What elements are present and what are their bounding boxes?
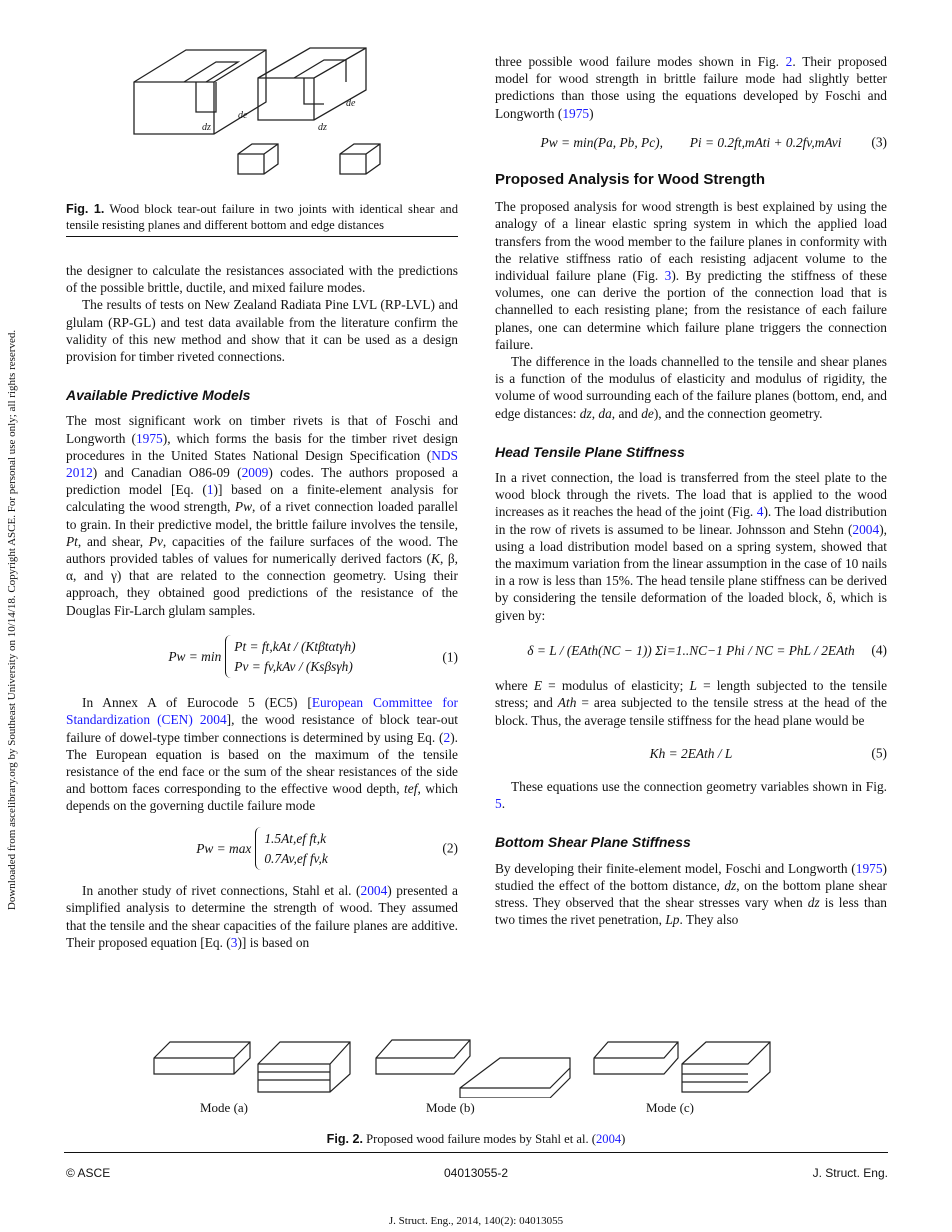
text-run: ) [589,105,594,121]
svg-text:de: de [346,98,356,109]
text-run: ). The European equation is based on the maximum of the tensile resistance of the end face or the sum of the shear resistances of the side and bottom faces corresponding to the effective wood depth, [66,729,458,797]
text-run: , and shear, [77,533,149,549]
text-run: By developing their finite-element model, Foschi and Longworth ( [495,860,856,876]
math-variable: dz [724,877,737,893]
text-run: ) presented a simplified analysis to determine the strength of wood. They assumed that the tensile and the shear capacities of the failure planes are additive. Their proposed equation [Eq. ( [66,883,458,950]
text-run: The difference in the loads channelled to the tensile and shear planes is a function of the modulus of elasticity and modulus of rigidity, the volume of wood surrounding each of the failure planes (bottom, end, and edge distances: [495,354,887,421]
math-variable: de [641,405,654,421]
copyright: © ASCE [66,1166,111,1180]
text-run: )] is based on [237,934,310,950]
mode-label: Mode (b) [426,1100,475,1115]
text-run: . They also [679,912,739,928]
equation-2 [66,827,458,870]
equation-number: (1) [442,648,458,664]
math-variable: Ath [557,695,577,711]
paragraph [495,778,887,812]
equation-number: (2) [442,840,458,856]
text-run: is less than two times the rivet penetration, [495,894,887,928]
text-run: )] based on a finite-element analysis for calculating the wood strength, [66,482,458,515]
text-run: = area subjected to the tensile stress at the head of the block. Thus, the average tensile stiffness for the head plane would be [495,695,887,728]
math-variable: Pv [148,533,163,549]
caption-text: ) [621,1132,626,1146]
citation-link[interactable]: 5 [495,796,502,812]
text-run: , [591,405,599,421]
citation-link[interactable]: 2004 [595,1132,622,1146]
text-run: ], the wood resistance of block tear-out failure of dowel-type timber connections is determined by using Eq. ( [66,712,458,745]
citation-link[interactable]: 2004 [360,883,388,899]
text-run: , on the bottom plane shear stress. They observed that the shear stresses vary when [495,877,887,910]
equation-3 [495,134,887,151]
svg-text:dz: dz [202,122,211,133]
text-run: ). By predicting the stiffness of these volumes, one can derive the portion of the connection load that is channelled to each resisting plane; from the resistance of each failure planes, one can determine which failure plane triggers the connection failure. [495,268,887,352]
eq-text: Pw = min(Pa, Pb, Pc), Pi = 0.2ft,mAti + 0.2fv,mAvi [540,134,842,150]
math-variable: tef [404,781,418,797]
svg-text:de: de [238,110,248,121]
math-variable: dz [807,894,820,910]
citation-link[interactable]: 1 [206,482,214,498]
caption-text: Proposed wood failure modes by Stahl et al. ( [363,1132,596,1146]
eq-text: δ = L / (EAth(NC − 1)) Σi=1..NC−1 Phi / NC = PhL / 2EAth [527,642,855,658]
section-heading: Head Tensile Plane Stiffness [495,443,685,460]
paragraph [495,198,887,353]
text-run: The results of tests on New Zealand Radiata Pine LVL (RP-LVL) and glulam (RP-GL) and test data available from the literature confirm the validity of this new method and show that it can be used as a design provision for timber riveted connections. [66,297,458,365]
citation-link[interactable]: European Committee for Standardization (CEN) 2004 [66,695,458,728]
equation-number: (3) [871,134,887,150]
paragraph [66,882,458,951]
text-run: These equations use the connection geometry variables shown in Fig. [511,778,887,794]
paragraph [495,860,887,929]
text-run: ), which forms the basis for the timber rivet design procedures in the United States National Design Specification ( [66,430,458,463]
text-run: = length subjected to the tensile stress; and [495,678,888,711]
eq-lhs: Pw = min [168,648,222,664]
eq-text: Kh = 2EAth / L [649,745,733,761]
citation-link[interactable]: 3 [230,934,238,950]
wood-block-diagram [66,42,458,192]
text-run: ), using a load distribution model based on a spring system, showed that the maximum variation from the linear assumption in the case of 10 nails in a row is less than 15%. The head tensile plane stiffness can be derived by considering the tensile deformation of the loaded block, δ, which is given by: [495,521,887,623]
text-run: , which depends on the governing ductile failure mode [66,781,459,814]
section-heading: Proposed Analysis for Wood Strength [495,171,766,189]
mode-label: Mode (c) [646,1100,695,1115]
failure-modes-diagram [150,1028,870,1098]
citation-link[interactable]: 1975 [855,860,883,876]
text-run: ). The load distribution in the row of rivets is assumed to be linear. Johnsson and Stehn ( [495,504,888,537]
math-variable: da [598,405,612,421]
right-column [495,53,887,928]
text-run: ), and the connection geometry. [653,405,823,421]
citation-link[interactable]: 3 [664,268,672,284]
paragraph [66,412,458,618]
citation-link[interactable]: 2 [443,729,451,745]
text-run: the designer to calculate the resistances associated with the predictions of the possible brittle, ductile, and mixed failure modes. [66,263,458,296]
section-heading: Available Predictive Models [66,387,251,404]
text-run: = modulus of elasticity; [542,678,690,694]
citation-link[interactable]: 2 [785,54,793,69]
figure-label: Fig. 2. [326,1132,364,1146]
paragraph [66,694,458,814]
citation-link[interactable]: NDS 2012 [66,447,458,481]
text-run: . Their proposed model for wood strength in brittle failure mode had slightly better predictions than those using the equations developed by Foschi and Longworth ( [495,54,888,121]
math-variable: E [533,678,543,694]
section-heading: Bottom Shear Plane Stiffness [495,834,691,851]
text-run: , β, α, and γ) that are related to the connection geometry. Using their approach, they obtained good predictions of the resistance of the Douglas Fir-Larch glulam samples. [66,551,458,618]
eq-lhs: Pw = max [196,840,252,856]
paragraph [495,469,887,624]
text-run: ) codes. The authors proposed a prediction model [Eq. ( [66,465,458,498]
eq-line: 1.5At,ef ft,k [264,830,327,846]
equation-5 [495,745,887,762]
text-run: ) and Canadian O86-09 ( [92,465,242,481]
left-column [66,262,458,951]
text-run: , capacities of the failure surfaces of the wood. The authors provided tables of values for numerically derived factors ( [66,533,458,567]
text-run: three possible wood failure modes shown in Fig. [495,54,786,69]
text-run: In Annex A of Eurocode 5 (EC5) [ [82,695,312,711]
equation-number: (4) [871,642,887,658]
math-variable: Pt [66,533,78,549]
paragraph [495,53,887,122]
text-run: where [495,678,534,694]
figure-label: Fig. 1. [66,202,105,216]
footer-rule [64,1152,888,1153]
text-run: In a rivet connection, the load is transferred from the steel plate to the wood block through the rivets. The load that is applied to the wood increases as it reaches the head of the joint (Fig. [495,470,887,520]
download-notice-text: Downloaded from ascelibrary.org by Southeast University on 10/14/18. Copyright ASCE. For personal use only; all rights reserved. [6,329,18,911]
math-variable: dz [579,405,592,421]
paragraph [495,677,887,729]
citation-link[interactable]: 4 [756,504,764,520]
journal-name: J. Struct. Eng. [812,1166,888,1180]
article-number: 04013055-2 [444,1166,509,1180]
figure-2-caption [0,1131,952,1147]
mode-label: Mode (a) [200,1100,249,1115]
text-run: In another study of rivet connections, Stahl et al. ( [82,883,361,899]
svg-text:dz: dz [318,122,327,133]
figure-1-caption [66,201,458,237]
figure-1 [66,42,458,197]
text-run: . [501,796,506,812]
text-run: The most significant work on timber rivets is that of Foschi and Longworth ( [66,413,458,446]
paragraph [66,262,458,296]
eq-line: Pt = ft,kAt / (Ktβtαtγh) [234,638,356,654]
equation-number: (5) [871,745,887,761]
download-notice [2,329,22,911]
math-variable: Pw [234,499,253,515]
citation-link[interactable]: 1975 [135,430,163,446]
eq-line: 0.7Av,ef fv,k [264,850,328,866]
paragraph [495,353,887,422]
citation-link[interactable]: 1975 [562,105,590,121]
math-variable: Lp [665,912,680,928]
caption-text: Wood block tear-out failure in two joints with identical shear and tensile resisting planes and different bottom and edge distances [66,202,458,232]
citation-line: J. Struct. Eng., 2014, 140(2): 04013055 [388,1215,564,1227]
text-run: , of a rivet connection loaded parallel to grain. In their predictive model, the brittle failure involves the tensile, [66,499,458,532]
citation-link[interactable]: 2004 [852,521,880,537]
text-run: ) studied the effect of the bottom distance, [495,860,887,893]
text-run: The proposed analysis for wood strength is best explained by using the analogy of a linear elastic spring system in which the applied load transfers from the wood member to the failure planes in conformity with the relative stiffness ratio of each resisting adjacent volume to the individual failure plane (Fig. [495,199,887,284]
paragraph [66,296,458,365]
citation-link[interactable]: 2009 [241,465,269,481]
text-run: , and [611,405,642,421]
math-variable: L [689,678,697,694]
eq-line: Pv = fv,kAv / (Ksβsγh) [234,659,353,675]
equation-4 [495,642,887,659]
math-variable: K [431,551,440,567]
equation-1 [66,635,458,678]
figure-2 [150,1028,870,1118]
